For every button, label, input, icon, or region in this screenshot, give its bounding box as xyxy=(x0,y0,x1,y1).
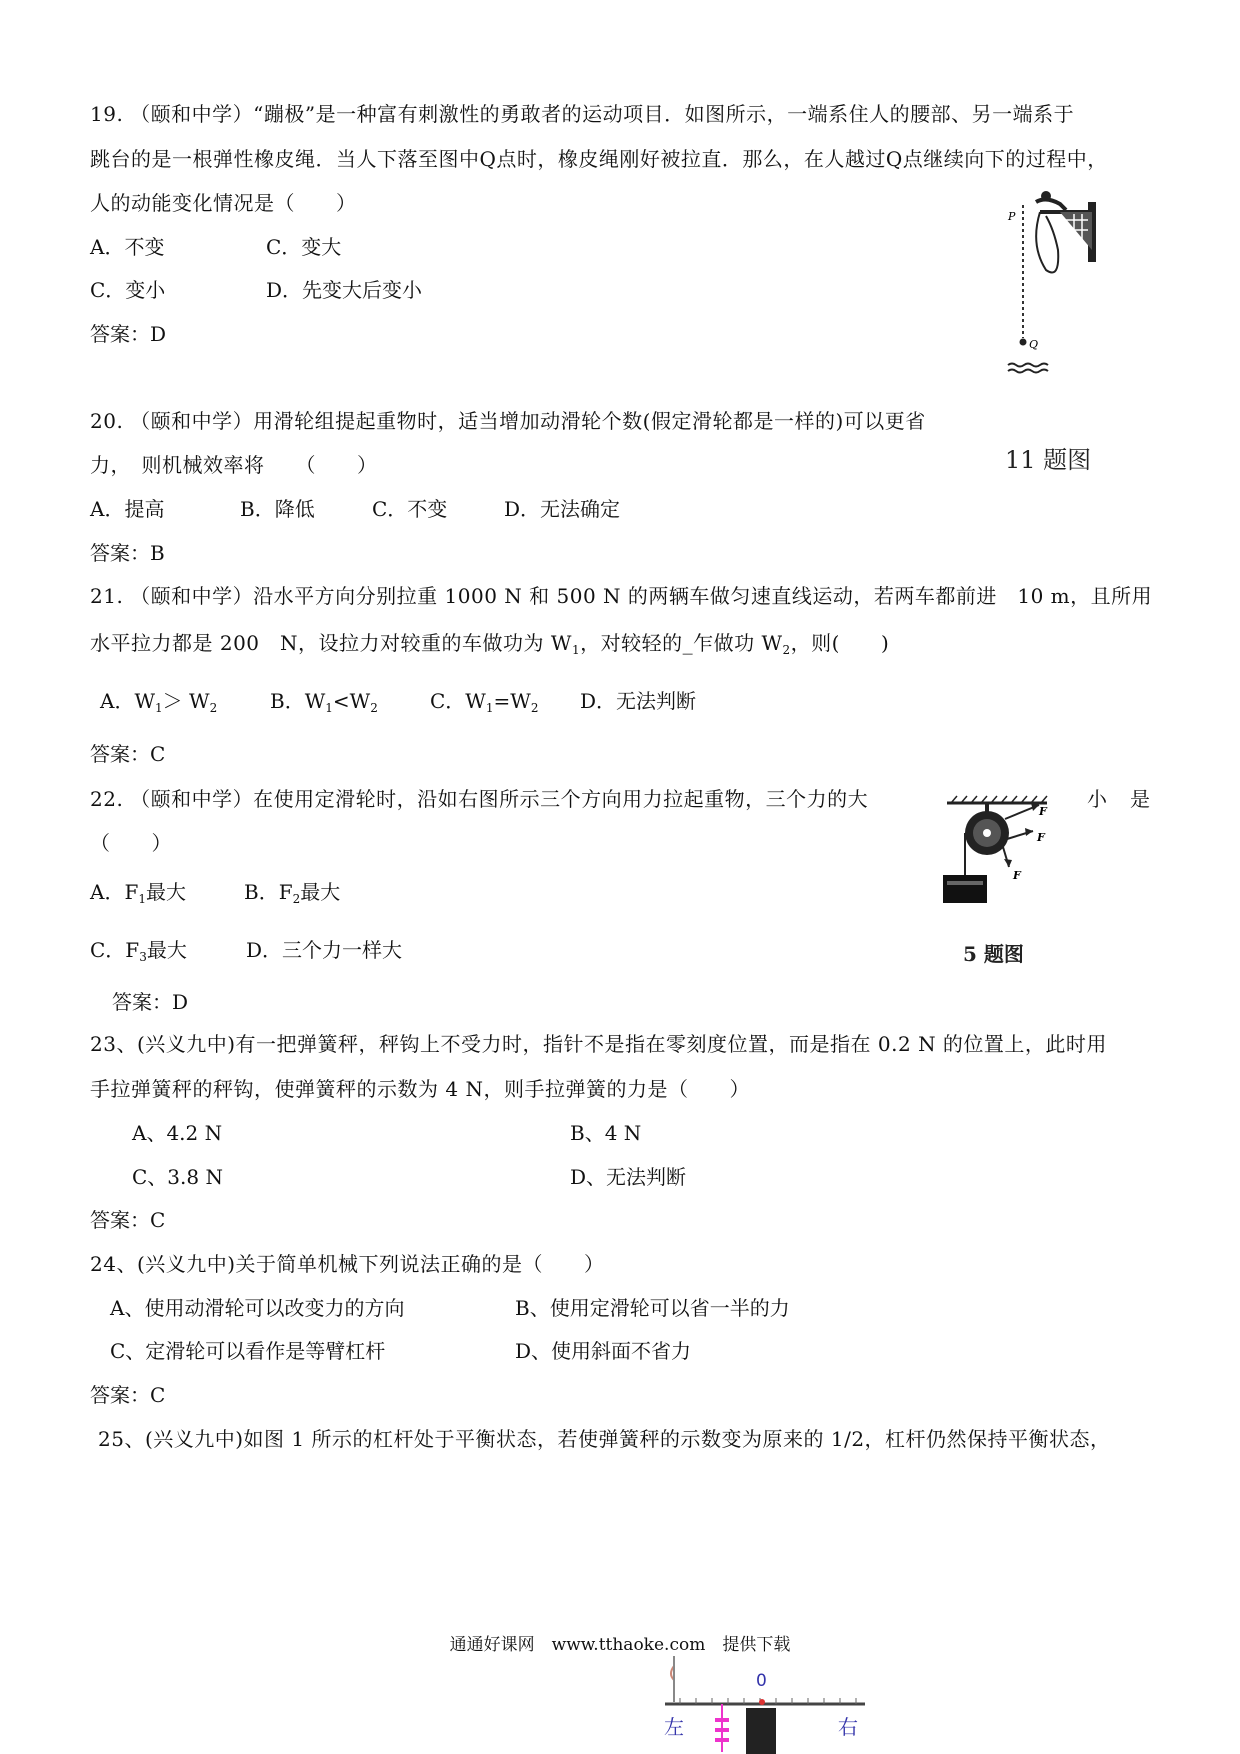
q21-sub-w1: 1 xyxy=(571,643,581,657)
figure-5-caption: 5 题图 xyxy=(963,942,1024,966)
q24-answer: 答案：C xyxy=(90,1383,166,1407)
q21-option-c-text-1: C．W xyxy=(430,689,486,713)
q21-option-a xyxy=(100,688,217,721)
q22-option-c-text-2: 最大 xyxy=(146,938,187,962)
fig-f1-label: F xyxy=(1039,805,1047,818)
q21-sub-w2: 2 xyxy=(782,643,791,657)
q22-option-a-text-2: 最大 xyxy=(145,880,186,904)
q20-line-1: 20. （颐和中学）用滑轮组提起重物时，适当增加动滑轮个数(假定滑轮都是一样的)可以更省 xyxy=(90,409,926,433)
page-footer: 通通好课网 www.tthaoke.com 提供下载 xyxy=(449,1635,791,1655)
q20-option-b: B．降低 xyxy=(240,497,315,521)
q21-line-2-text-1: 水平拉力都是 200 N，设拉力对较重的车做功为 W xyxy=(90,631,572,655)
q25-line-1: 25、(兴义九中)如图 1 所示的杠杆处于平衡状态，若使弹簧秤的示数变为原来的 1/2，杠杆仍然保持平衡状态， xyxy=(98,1427,1111,1451)
bungee-jump-figure xyxy=(1000,190,1110,405)
q24-option-b: B、使用定滑轮可以省一半的力 xyxy=(515,1296,790,1320)
q22-option-b xyxy=(244,879,340,912)
q23-option-d: D、无法判断 xyxy=(570,1165,687,1189)
q22-line-1-tail-a: 小 xyxy=(1087,787,1107,811)
q20-option-a: A．提高 xyxy=(90,497,165,521)
q22-option-c xyxy=(90,937,187,970)
q22-line-1: 22. （颐和中学）在使用定滑轮时，沿如右图所示三个方向用力拉起重物，三个力的大 xyxy=(90,787,869,811)
q22-option-a-sub: 1 xyxy=(138,892,146,906)
q20-option-d: D．无法确定 xyxy=(504,497,621,521)
figure-11-caption: 11 题图 xyxy=(1005,446,1092,474)
q24-option-d: D、使用斜面不省力 xyxy=(515,1339,692,1363)
q22-line-2: （ ） xyxy=(90,831,172,855)
q19-answer: 答案：D xyxy=(90,322,167,346)
q21-option-d: D．无法判断 xyxy=(580,689,697,713)
q21-answer: 答案：C xyxy=(90,742,166,766)
q21-option-b xyxy=(270,688,378,721)
q23-option-b: B、4 N xyxy=(570,1121,642,1145)
q21-option-b-sub-1: 1 xyxy=(325,701,333,715)
q22-line-1-tail-b: 是 xyxy=(1130,787,1150,811)
q21-line-2-text-2: ，对较轻的_乍做功 W xyxy=(580,631,783,655)
q23-option-c: C、3.8 N xyxy=(132,1165,223,1189)
q20-line-2: 力， 则机械效率将 （ ） xyxy=(90,453,378,477)
q24-option-c: C、定滑轮可以看作是等臂杠杆 xyxy=(110,1339,386,1363)
q22-option-c-text-1: C．F xyxy=(90,938,140,962)
q20-answer: 答案：B xyxy=(90,541,165,565)
q21-option-a-text-2: ＞ W xyxy=(162,689,210,713)
q19-line-3: 人的动能变化情况是（ ） xyxy=(90,191,357,215)
fig-label-p: P xyxy=(1008,210,1016,223)
q21-option-a-text-1: A．W xyxy=(100,689,155,713)
q21-option-c-sub-2: 2 xyxy=(530,701,539,715)
q21-option-c-text-2: =W xyxy=(493,689,531,713)
q22-option-a xyxy=(90,879,186,912)
q21-option-b-text-2: <W xyxy=(332,689,371,713)
q19-option-d: D．先变大后变小 xyxy=(266,278,423,302)
q21-option-a-sub-1: 1 xyxy=(155,701,163,715)
q19-line-2: 跳台的是一根弹性橡皮绳．当人下落至图中Q点时，橡皮绳刚好被拉直．那么，在人越过Q点继续向下的过程中， xyxy=(90,147,1108,171)
fig-label-q: Q xyxy=(1029,338,1039,351)
q20-option-c: C．不变 xyxy=(372,497,448,521)
q23-line-2: 手拉弹簧秤的秤钩，使弹簧秤的示数为 4 N，则手拉弹簧的力是（ ） xyxy=(90,1077,750,1101)
fig-zero-label: 0 xyxy=(756,1671,767,1691)
lever-figure xyxy=(660,1656,870,1754)
q21-line-2-text-3: ，则( ) xyxy=(790,631,890,655)
fig-left-label: 左 xyxy=(664,1715,684,1739)
q24-line-1: 24、(兴义九中)关于简单机械下列说法正确的是（ ） xyxy=(90,1252,605,1276)
fig-right-label: 右 xyxy=(838,1715,858,1739)
q22-option-d: D．三个力一样大 xyxy=(246,938,403,962)
fixed-pulley-figure xyxy=(935,795,1065,925)
q22-option-b-text-1: B．F xyxy=(244,880,293,904)
q19-line-1: 19. （颐和中学）“蹦极”是一种富有刺激性的勇敢者的运动项目．如图所示，一端系住人的腰部、另一端系于 xyxy=(90,102,1075,126)
q21-option-b-text-1: B．W xyxy=(270,689,326,713)
q22-option-b-sub: 2 xyxy=(292,892,301,906)
fig-f3-label: F xyxy=(1013,869,1021,882)
q24-option-a: A、使用动滑轮可以改变力的方向 xyxy=(110,1296,405,1320)
q19-option-c-first: C．变大 xyxy=(266,235,342,259)
q21-line-1: 21. （颐和中学）沿水平方向分别拉重 1000 N 和 500 N 的两辆车做匀速直线运动，若两车都前进 10 m，且所用 xyxy=(90,584,1153,608)
q22-option-b-text-2: 最大 xyxy=(300,880,341,904)
q21-option-c xyxy=(430,688,538,721)
q23-option-a: A、4.2 N xyxy=(132,1121,223,1145)
q21-option-a-sub-2: 2 xyxy=(209,701,218,715)
q22-answer: 答案：D xyxy=(112,990,189,1014)
q21-option-c-sub-1: 1 xyxy=(485,701,494,715)
q22-option-a-text-1: A．F xyxy=(90,880,139,904)
q19-option-a: A．不变 xyxy=(90,235,165,259)
q23-answer: 答案：C xyxy=(90,1208,166,1232)
q19-option-c-second: C．变小 xyxy=(90,278,166,302)
q23-line-1: 23、(兴义九中)有一把弹簧秤，秤钩上不受力时，指针不是指在零刻度位置，而是指在 0.2 N 的位置上，此时用 xyxy=(90,1032,1107,1056)
fig-f2-label: F xyxy=(1037,831,1045,844)
q22-option-c-sub: 3 xyxy=(139,950,147,964)
q21-line-2 xyxy=(90,630,889,663)
q21-option-b-sub-2: 2 xyxy=(370,701,378,715)
